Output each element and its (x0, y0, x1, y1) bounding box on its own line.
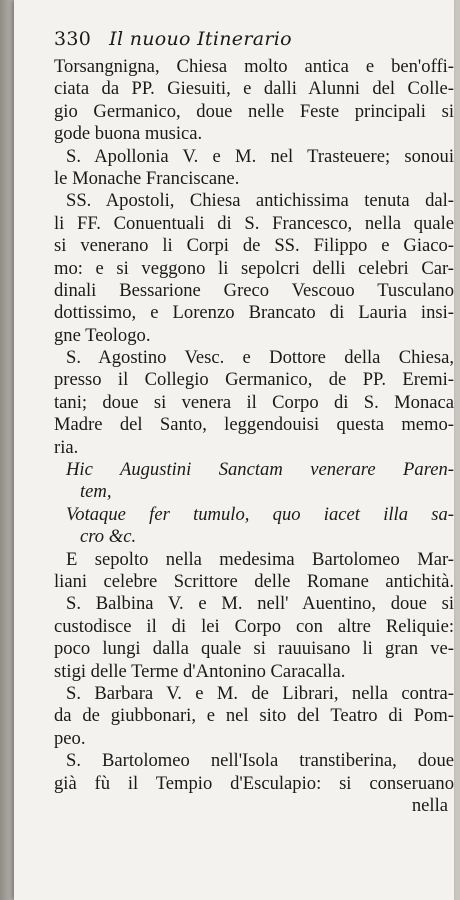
catchword: nella (411, 794, 448, 816)
running-header (54, 28, 454, 56)
body-text (54, 56, 454, 795)
text-line: peo. (54, 727, 86, 749)
text-line: SS. Apostoli, Chiesa antichissima tenuta dal- (66, 190, 454, 212)
text-line: gne Teologo. (54, 324, 151, 346)
text-line: custodisce il di lei Corpo con altre Reliquie: (54, 615, 454, 637)
text-line: Torsangnigna, Chiesa molto antica e ben'offi- (54, 56, 454, 77)
text-line: ciata da PP. Giesuiti, e dalli Alunni del Colle- (54, 78, 454, 100)
text-line: poco lungi dalla quale si rauuisano li gran ve- (54, 638, 454, 660)
text-line: tani; doue si venera il Corpo di S. Monaca (54, 391, 454, 413)
text-line: E sepolto nella medesima Bartolomeo Mar- (66, 548, 454, 570)
text-line: li FF. Conuentuali di S. Francesco, nella quale (54, 212, 454, 234)
text-line: stigi delle Terme d'Antonino Caracalla. (54, 660, 346, 682)
text-line: dottissimo, e Lorenzo Brancato di Lauria insi- (54, 302, 454, 324)
text-line: tem, (80, 481, 112, 503)
book-gutter (0, 0, 14, 900)
text-line: Votaque fer tumulo, quo iacet illa sa- (66, 503, 454, 525)
book-page (14, 0, 454, 900)
text-line: cro &c. (80, 526, 137, 548)
text-line: le Monache Franciscane. (54, 167, 240, 189)
text-line: presso il Collegio Germanico, de PP. Eremi- (54, 369, 454, 391)
text-line: S. Barbara V. e M. de Librari, nella contra- (66, 682, 454, 704)
text-line: ria. (54, 436, 79, 458)
text-line: da de giubbonari, e nel sito del Teatro di Pom- (54, 705, 454, 727)
text-line: Hic Augustini Sanctam venerare Paren- (66, 459, 454, 481)
text-line: S. Apollonia V. e M. nel Trasteuere; sonoui (66, 145, 454, 167)
text-line: S. Balbina V. e M. nell' Auentino, doue si (66, 593, 454, 615)
text-line: S. Bartolomeo nell'Isola transtiberina, doue (66, 750, 454, 772)
text-line: dinali Bessarione Greco Vescouo Tusculano (54, 279, 454, 301)
text-line: si venerano li Corpi de SS. Filippo e Giaco- (54, 235, 454, 257)
running-title: Il nuouo Itinerario (109, 28, 292, 50)
text-line: liani celebre Scrittore delle Romane antichità. (54, 570, 454, 592)
text-line: gio Germanico, doue nelle Feste principali si (54, 100, 454, 122)
text-line: già fù il Tempio d'Esculapio: si conseruano (54, 772, 454, 794)
page-number: 330 (54, 28, 92, 50)
text-line: mo: e si veggono li sepolcri delli celebri Car- (54, 257, 454, 279)
page-text-block (54, 28, 454, 817)
text-line: S. Agostino Vesc. e Dottore della Chiesa, (66, 347, 454, 369)
text-line: Madre del Santo, leggendouisi questa memo- (54, 414, 454, 436)
text-line: gode buona musica. (54, 123, 203, 145)
